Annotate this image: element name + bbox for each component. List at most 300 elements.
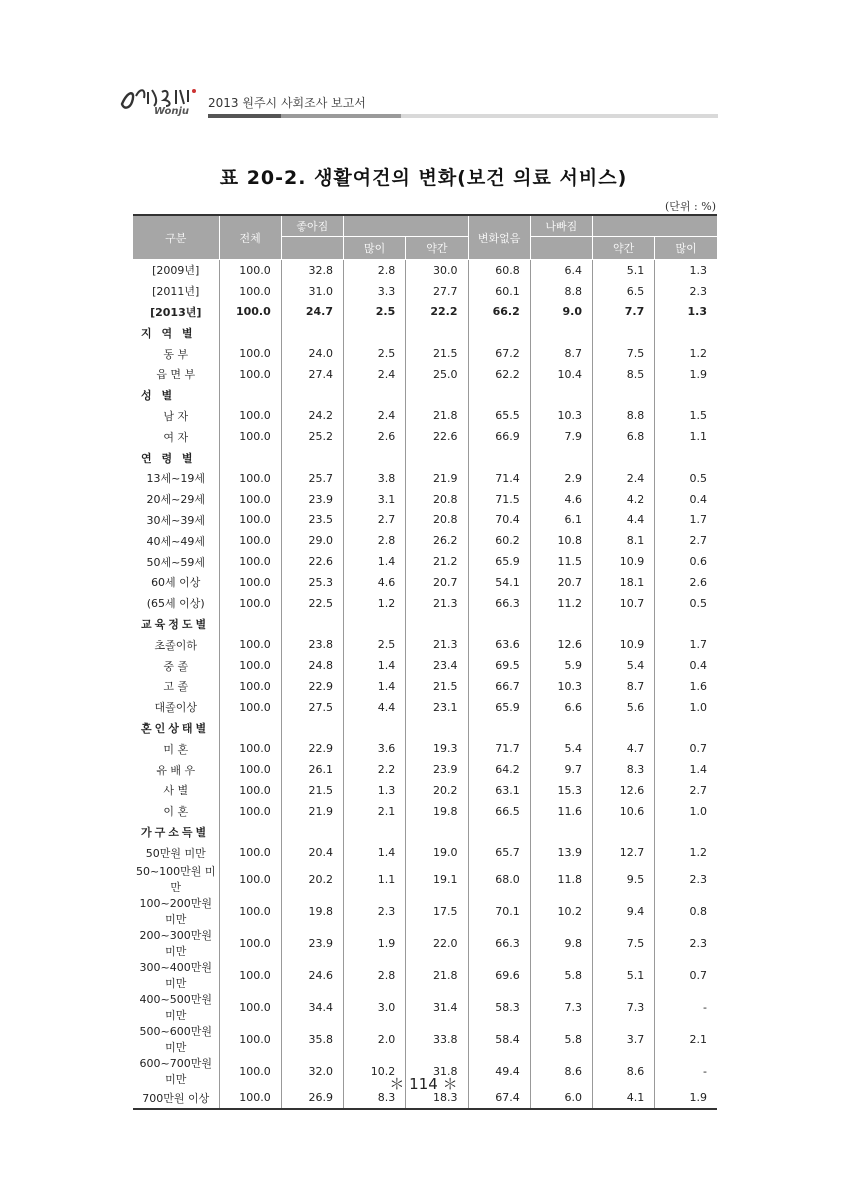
table-cell: 11.5 (530, 551, 592, 572)
logo-subtext: Wonju (154, 106, 190, 117)
table-cell: 0.4 (655, 489, 717, 510)
table-cell: 29.0 (281, 530, 343, 551)
table-cell: 22.5 (281, 593, 343, 614)
table-cell: 2.2 (344, 759, 406, 780)
table-cell: 9.4 (593, 895, 655, 927)
table-row (133, 759, 717, 780)
table-cell (468, 822, 530, 843)
table-cell: 25.3 (281, 572, 343, 593)
table-cell: 5.1 (593, 959, 655, 991)
table-cell (281, 718, 343, 739)
table-cell (344, 822, 406, 843)
table-cell (655, 322, 717, 343)
table-cell: 26.2 (406, 530, 468, 551)
table-cell (219, 614, 281, 635)
table-cell: 100.0 (219, 759, 281, 780)
table-cell: 100.0 (219, 842, 281, 863)
table-cell: 1.4 (344, 676, 406, 697)
row-label: 유 배 우 (156, 763, 196, 777)
table-cell: 100.0 (219, 468, 281, 489)
table-cell: 2.3 (344, 895, 406, 927)
row-label: 60세 이상 (151, 576, 201, 590)
table-cell: 66.2 (468, 302, 530, 323)
table-cell: 1.4 (655, 759, 717, 780)
table-cell: 4.1 (593, 1087, 655, 1109)
table-cell (406, 822, 468, 843)
table-cell: 34.4 (281, 991, 343, 1023)
table-cell: 9.0 (530, 302, 592, 323)
table-cell (593, 447, 655, 468)
table-cell: 69.6 (468, 959, 530, 991)
header-worse: 나빠짐 (530, 215, 592, 237)
table-cell: 2.9 (530, 468, 592, 489)
table-cell: 2.3 (655, 863, 717, 895)
section-label: 지 역 별 (141, 326, 196, 340)
table-cell: 6.4 (530, 260, 592, 281)
table-cell: 0.8 (655, 895, 717, 927)
table-cell (219, 718, 281, 739)
table-cell: 25.0 (406, 364, 468, 385)
table-cell: 22.6 (281, 551, 343, 572)
table-cell: 27.5 (281, 697, 343, 718)
table-cell: 2.0 (344, 1023, 406, 1055)
table-cell: 100.0 (219, 959, 281, 991)
table-cell: 20.2 (281, 863, 343, 895)
table-cell: 22.0 (406, 927, 468, 959)
table-cell: - (655, 991, 717, 1023)
table-cell: 22.9 (281, 676, 343, 697)
table-cell (655, 718, 717, 739)
table-cell: 7.9 (530, 426, 592, 447)
section-label: 교육정도별 (141, 617, 210, 631)
table-cell (655, 822, 717, 843)
table-cell: 58.3 (468, 991, 530, 1023)
table-cell: 1.7 (655, 510, 717, 531)
table-row (133, 1023, 717, 1055)
table-cell: 66.7 (468, 676, 530, 697)
table-cell (406, 322, 468, 343)
table-cell (468, 322, 530, 343)
table-cell: 100.0 (219, 676, 281, 697)
table-cell: 2.6 (344, 426, 406, 447)
table-cell: 100.0 (219, 281, 281, 302)
data-table (133, 214, 717, 1110)
row-label: 사 별 (163, 784, 189, 798)
table-cell: 3.3 (344, 281, 406, 302)
table-cell: 64.2 (468, 759, 530, 780)
table-cell: 24.8 (281, 655, 343, 676)
table-cell (468, 447, 530, 468)
table-cell: 100.0 (219, 426, 281, 447)
row-label: 400~500만원 미만 (139, 993, 212, 1023)
table-cell: 100.0 (219, 991, 281, 1023)
table-cell: 1.3 (655, 260, 717, 281)
table-cell: 2.3 (655, 281, 717, 302)
table-cell: 10.4 (530, 364, 592, 385)
table-cell: 10.9 (593, 634, 655, 655)
table-row (133, 676, 717, 697)
table-row (133, 780, 717, 801)
row-label: 500~600만원 미만 (139, 1025, 212, 1055)
table-cell: 27.4 (281, 364, 343, 385)
table-cell: 1.7 (655, 634, 717, 655)
table-cell: 0.7 (655, 959, 717, 991)
table-cell: 4.7 (593, 738, 655, 759)
table-row (133, 551, 717, 572)
table-cell: 21.8 (406, 406, 468, 427)
table-cell: 71.5 (468, 489, 530, 510)
table-cell: 100.0 (219, 343, 281, 364)
table-cell: 0.7 (655, 738, 717, 759)
table-row (133, 281, 717, 302)
table-cell: 26.9 (281, 1087, 343, 1109)
table-cell: 0.5 (655, 593, 717, 614)
table-cell: 20.2 (406, 780, 468, 801)
table-cell: 8.3 (344, 1087, 406, 1109)
table-cell: 21.2 (406, 551, 468, 572)
header-divider-accent (281, 114, 401, 118)
row-label: (65세 이상) (146, 597, 205, 611)
table-cell: 2.4 (344, 406, 406, 427)
table-cell: 1.9 (655, 1087, 717, 1109)
table-cell (344, 718, 406, 739)
table-cell: 2.7 (655, 530, 717, 551)
table-cell: 5.8 (530, 959, 592, 991)
header-better: 좋아짐 (281, 215, 343, 237)
table-cell: 2.1 (655, 1023, 717, 1055)
table-cell: 10.2 (344, 1055, 406, 1087)
table-cell: 31.0 (281, 281, 343, 302)
table-cell: 21.5 (281, 780, 343, 801)
row-label: [2011년] (152, 285, 200, 299)
table-cell (655, 385, 717, 406)
table-cell: 1.4 (344, 655, 406, 676)
table-cell: 25.2 (281, 426, 343, 447)
table-cell: 0.5 (655, 468, 717, 489)
row-label: [2013년] (150, 305, 202, 319)
table-cell: 8.6 (530, 1055, 592, 1087)
table-cell: 21.9 (281, 801, 343, 822)
table-cell: 20.8 (406, 489, 468, 510)
table-cell: 100.0 (219, 697, 281, 718)
table-cell (344, 614, 406, 635)
table-cell: 23.1 (406, 697, 468, 718)
table-cell: 67.2 (468, 343, 530, 364)
table-row (133, 991, 717, 1023)
table-row (133, 927, 717, 959)
row-label: 40세~49세 (146, 534, 205, 548)
table-cell: 11.2 (530, 593, 592, 614)
table-cell: 1.2 (655, 343, 717, 364)
table-cell: 9.7 (530, 759, 592, 780)
table-cell: 65.9 (468, 551, 530, 572)
table-cell: 2.8 (344, 959, 406, 991)
table-cell: 10.6 (593, 801, 655, 822)
row-label: 20세~29세 (146, 493, 205, 507)
row-label: 초졸이하 (154, 638, 197, 652)
header-much: 많이 (344, 237, 406, 260)
table-cell (593, 718, 655, 739)
table-cell (593, 614, 655, 635)
header-divider-dark (208, 114, 281, 118)
table-cell: 13.9 (530, 842, 592, 863)
table-cell: 1.0 (655, 697, 717, 718)
table-row (133, 530, 717, 551)
table-cell: 6.0 (530, 1087, 592, 1109)
page-header (118, 82, 718, 122)
row-label: 700만원 이상 (133, 1087, 219, 1109)
table-cell: 2.3 (655, 927, 717, 959)
table-cell: 2.5 (344, 343, 406, 364)
row-label: 여 자 (163, 430, 189, 444)
table-cell: 100.0 (219, 572, 281, 593)
table-cell (281, 385, 343, 406)
table-cell: 70.1 (468, 895, 530, 927)
table-cell: 2.5 (344, 634, 406, 655)
table-cell (530, 447, 592, 468)
table-cell: 8.8 (530, 281, 592, 302)
table-cell (593, 385, 655, 406)
table-cell: 19.1 (406, 863, 468, 895)
table-cell: 1.0 (655, 801, 717, 822)
table-cell (530, 614, 592, 635)
table-cell: 21.9 (406, 468, 468, 489)
table-cell: 31.4 (406, 991, 468, 1023)
table-cell: 20.8 (406, 510, 468, 531)
table-row (133, 572, 717, 593)
table-cell: 10.2 (530, 895, 592, 927)
table-cell: 32.0 (281, 1055, 343, 1087)
table-cell: 23.8 (281, 634, 343, 655)
table-cell: 4.4 (344, 697, 406, 718)
table-cell (593, 322, 655, 343)
unit-note: (단위 : %) (665, 200, 716, 213)
table-cell: 23.9 (281, 927, 343, 959)
section-row (133, 447, 717, 468)
table-cell: 23.5 (281, 510, 343, 531)
table-cell: 63.1 (468, 780, 530, 801)
table-cell: 24.7 (281, 302, 343, 323)
table-cell: 3.8 (344, 468, 406, 489)
table-cell: 1.3 (655, 302, 717, 323)
table-cell: 18.1 (593, 572, 655, 593)
row-label: 600~700만원 미만 (139, 1057, 212, 1087)
table-cell: 2.7 (344, 510, 406, 531)
section-row (133, 718, 717, 739)
table-cell: 11.8 (530, 863, 592, 895)
report-title: 2013 원주시 사회조사 보고서 (208, 96, 366, 110)
table-cell (406, 614, 468, 635)
row-label: 남 자 (163, 409, 189, 423)
table-cell: 26.1 (281, 759, 343, 780)
table-cell: 4.4 (593, 510, 655, 531)
table-cell: 4.2 (593, 489, 655, 510)
table-cell: 6.6 (530, 697, 592, 718)
table-cell (281, 322, 343, 343)
table-cell: 24.0 (281, 343, 343, 364)
table-cell: 1.2 (344, 593, 406, 614)
table-cell (530, 718, 592, 739)
table-cell: 21.3 (406, 593, 468, 614)
table-cell (530, 322, 592, 343)
row-label: 100~200만원 미만 (139, 897, 212, 927)
table-cell (530, 385, 592, 406)
table-cell: 8.7 (530, 343, 592, 364)
table-cell: 49.4 (468, 1055, 530, 1087)
table-cell: 22.9 (281, 738, 343, 759)
table-cell: 7.5 (593, 343, 655, 364)
table-cell (406, 447, 468, 468)
table-cell: 8.1 (593, 530, 655, 551)
table-cell: 100.0 (219, 895, 281, 927)
table-cell: 5.1 (593, 260, 655, 281)
table-cell: 66.3 (468, 593, 530, 614)
table-cell (344, 385, 406, 406)
table-cell (344, 447, 406, 468)
table-cell: 19.8 (406, 801, 468, 822)
table-cell: 66.5 (468, 801, 530, 822)
table-cell: 1.1 (655, 426, 717, 447)
table-cell: 8.7 (593, 676, 655, 697)
table-cell: 7.5 (593, 927, 655, 959)
section-label: 가구소득별 (141, 825, 210, 839)
table-cell: 100.0 (219, 927, 281, 959)
row-label: 30세~39세 (146, 513, 205, 527)
table-row (133, 406, 717, 427)
table-cell (219, 447, 281, 468)
table-cell: 17.5 (406, 895, 468, 927)
table-cell: 30.0 (406, 260, 468, 281)
table-cell: 10.8 (530, 530, 592, 551)
table-row (133, 959, 717, 991)
row-label: 중 졸 (163, 659, 189, 673)
row-label: 동 부 (163, 347, 189, 361)
table-cell: 33.8 (406, 1023, 468, 1055)
row-label: 읍 면 부 (156, 368, 196, 382)
table-cell: 1.4 (344, 842, 406, 863)
table-cell: 2.6 (655, 572, 717, 593)
table-cell: 22.2 (406, 302, 468, 323)
table-cell: 100.0 (219, 801, 281, 822)
table-cell: 58.4 (468, 1023, 530, 1055)
table-cell: 60.1 (468, 281, 530, 302)
table-cell: 8.3 (593, 759, 655, 780)
table-cell (468, 614, 530, 635)
row-label: 대졸이상 (154, 701, 197, 715)
table-cell: 23.9 (406, 759, 468, 780)
table-row (133, 468, 717, 489)
row-label: 이 혼 (163, 805, 189, 819)
table-row (133, 697, 717, 718)
header-better-gap (281, 237, 343, 260)
table-cell: 3.7 (593, 1023, 655, 1055)
table-cell (344, 322, 406, 343)
table-cell: 10.9 (593, 551, 655, 572)
header-total: 전체 (219, 215, 281, 260)
table-cell: 20.7 (406, 572, 468, 593)
table-cell: 21.5 (406, 676, 468, 697)
table-cell: 66.9 (468, 426, 530, 447)
table-row (133, 801, 717, 822)
table-cell: 8.6 (593, 1055, 655, 1087)
table-cell: 12.7 (593, 842, 655, 863)
table-row (133, 842, 717, 863)
table-cell (468, 718, 530, 739)
table-cell: 25.7 (281, 468, 343, 489)
table-cell: 6.1 (530, 510, 592, 531)
table-cell: 2.1 (344, 801, 406, 822)
table-cell (468, 385, 530, 406)
table-row (133, 895, 717, 927)
table-cell: 20.4 (281, 842, 343, 863)
table-cell (281, 822, 343, 843)
table-cell: 4.6 (344, 572, 406, 593)
table-cell: 71.4 (468, 468, 530, 489)
table-cell: 100.0 (219, 260, 281, 281)
table-cell: 66.3 (468, 927, 530, 959)
table-cell: 1.1 (344, 863, 406, 895)
table-cell: 2.4 (593, 468, 655, 489)
table-cell: 2.7 (655, 780, 717, 801)
table-cell: 5.6 (593, 697, 655, 718)
table-cell (281, 614, 343, 635)
row-label: 50~100만원 미만 (135, 865, 216, 895)
table-cell: 12.6 (593, 780, 655, 801)
table-cell: 54.1 (468, 572, 530, 593)
table-cell: 3.1 (344, 489, 406, 510)
table-row (133, 863, 717, 895)
table-cell: 1.3 (344, 780, 406, 801)
table-cell: 8.5 (593, 364, 655, 385)
table-cell: 70.4 (468, 510, 530, 531)
header-worse-much: 많이 (655, 237, 717, 260)
table-cell: 100.0 (219, 1023, 281, 1055)
table-cell: 21.8 (406, 959, 468, 991)
row-label: 300~400만원 미만 (139, 961, 212, 991)
table-cell: 20.7 (530, 572, 592, 593)
table-cell: 5.4 (593, 655, 655, 676)
table-cell: 12.6 (530, 634, 592, 655)
table-cell: 65.5 (468, 406, 530, 427)
header-better-spacer (344, 215, 469, 237)
section-label: 성 별 (141, 389, 176, 403)
table-cell (655, 447, 717, 468)
table-cell: 1.6 (655, 676, 717, 697)
header-category: 구분 (133, 215, 219, 260)
table-cell: 2.8 (344, 260, 406, 281)
table-cell: 10.7 (593, 593, 655, 614)
table-cell: 100.0 (219, 510, 281, 531)
header-nochange: 변화없음 (468, 215, 530, 260)
table-cell: 100.0 (219, 1055, 281, 1087)
table-row (133, 510, 717, 531)
table-cell: 19.0 (406, 842, 468, 863)
table-cell: 62.2 (468, 364, 530, 385)
table-row (133, 343, 717, 364)
row-label: 50세~59세 (146, 555, 205, 569)
table-cell: 100.0 (219, 302, 281, 323)
table-cell: 100.0 (219, 530, 281, 551)
table-cell: 100.0 (219, 551, 281, 572)
section-row (133, 322, 717, 343)
table-cell: 100.0 (219, 406, 281, 427)
table-cell: 5.8 (530, 1023, 592, 1055)
table-cell: 7.7 (593, 302, 655, 323)
wonju-logo (118, 82, 208, 120)
section-row (133, 385, 717, 406)
table-cell (406, 718, 468, 739)
table-cell: 5.4 (530, 738, 592, 759)
